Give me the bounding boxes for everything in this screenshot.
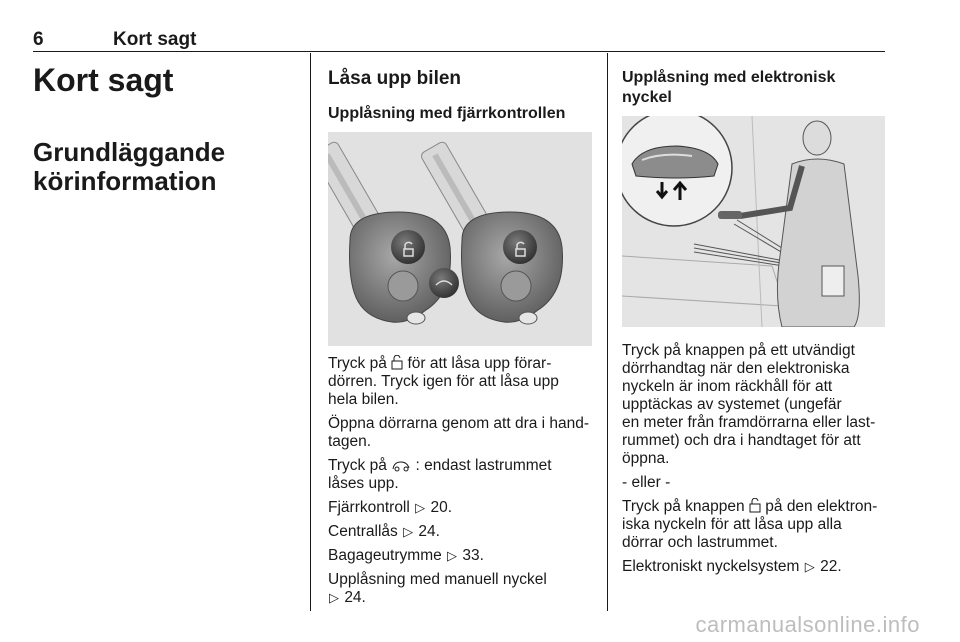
chapter-heading: Kort sagt [33, 62, 174, 98]
ref-arrow-icon: ▷ [329, 590, 339, 605]
ek-line8-end: på den elektron- [765, 498, 878, 515]
electronic-key-figure [622, 116, 885, 327]
ek-or: - eller - [622, 474, 671, 491]
electronic-key-illustration [622, 116, 885, 327]
tailgate-icon [391, 459, 411, 472]
ref-arrow-icon: ▷ [403, 524, 414, 539]
unlock-icon [749, 498, 761, 513]
ref-central-lock-label: Centrallås [328, 523, 398, 540]
ref-electronic-key-system[interactable] [622, 558, 887, 576]
running-title: Kort sagt [113, 29, 197, 50]
ref-manual-key[interactable] [328, 589, 598, 607]
ek-line7: öppna. [622, 450, 670, 467]
column-divider-1 [310, 53, 311, 611]
ek-line5: en meter från framdörrarna eller last- [622, 414, 876, 431]
electronic-key-heading [622, 68, 882, 108]
p2-line2: tagen. [328, 433, 372, 450]
ref-central-lock-page: 24. [418, 523, 440, 540]
ref-arrow-icon: ▷ [804, 559, 815, 574]
p3-line2: låses upp. [328, 475, 399, 492]
ref-arrow-icon: ▷ [447, 548, 458, 563]
electronic-key-instructions [622, 342, 887, 576]
ek-line1: Tryck på knappen på ett utvändigt [622, 342, 855, 359]
ref-luggage[interactable] [328, 547, 598, 565]
page-number: 6 [33, 29, 44, 50]
ek-line8-start: Tryck på knappen [622, 498, 745, 515]
unlock-heading: Låsa upp bilen [328, 68, 462, 89]
header-rule [33, 51, 885, 52]
ek-line10: dörrar och lastrummet. [622, 534, 778, 551]
remote-keys-illustration [328, 132, 592, 346]
p2-line1: Öppna dörrarna genom att dra i hand- [328, 415, 590, 432]
ref-central-lock[interactable] [328, 523, 598, 541]
p1-end: för att låsa upp förar- [407, 355, 552, 372]
electronic-key-heading-line2: nyckel [622, 89, 672, 106]
ref-manual-key-line1: Upplåsning med manuell nyckel [328, 571, 547, 588]
ref-ek-page: 22. [820, 558, 842, 575]
p1-line2: dörren. Tryck igen för att låsa upp [328, 373, 559, 390]
p3-end: : endast lastrummet [415, 457, 552, 474]
p3-start: Tryck på [328, 457, 387, 474]
ek-line9: iska nyckeln för att låsa upp alla [622, 516, 842, 533]
ref-remote-label: Fjärrkontroll [328, 499, 410, 516]
ek-line4: upptäckas av systemet (ungefär [622, 396, 842, 413]
p1-line3: hela bilen. [328, 391, 399, 408]
ref-remote-page: 20. [430, 499, 453, 516]
remote-subheading: Upplåsning med fjärrkontrollen [328, 105, 566, 122]
ref-remote[interactable] [328, 499, 598, 517]
unlock-icon [391, 355, 403, 370]
watermark: carmanualsonline.info [695, 612, 920, 637]
ek-line6: rummet) och dra i handtaget för att [622, 432, 861, 449]
ref-ek-label: Elektroniskt nyckelsystem [622, 558, 800, 575]
section-heading: Grundläggande körinformation [33, 137, 226, 196]
ek-line2: dörrhandtag när den elektroniska [622, 360, 850, 377]
remote-instructions [328, 355, 598, 607]
ek-line3: nyckeln är inom räckhåll för att [622, 378, 833, 395]
ref-luggage-page: 33. [462, 547, 484, 564]
ref-luggage-label: Bagageutrymme [328, 547, 442, 564]
remote-keys-figure [328, 132, 592, 346]
ref-manual-key-page: 24. [344, 589, 366, 606]
column-divider-2 [607, 53, 608, 611]
p1-start: Tryck på [328, 355, 387, 372]
ref-arrow-icon: ▷ [415, 500, 426, 515]
electronic-key-heading-line1: Upplåsning med elektronisk [622, 69, 836, 86]
